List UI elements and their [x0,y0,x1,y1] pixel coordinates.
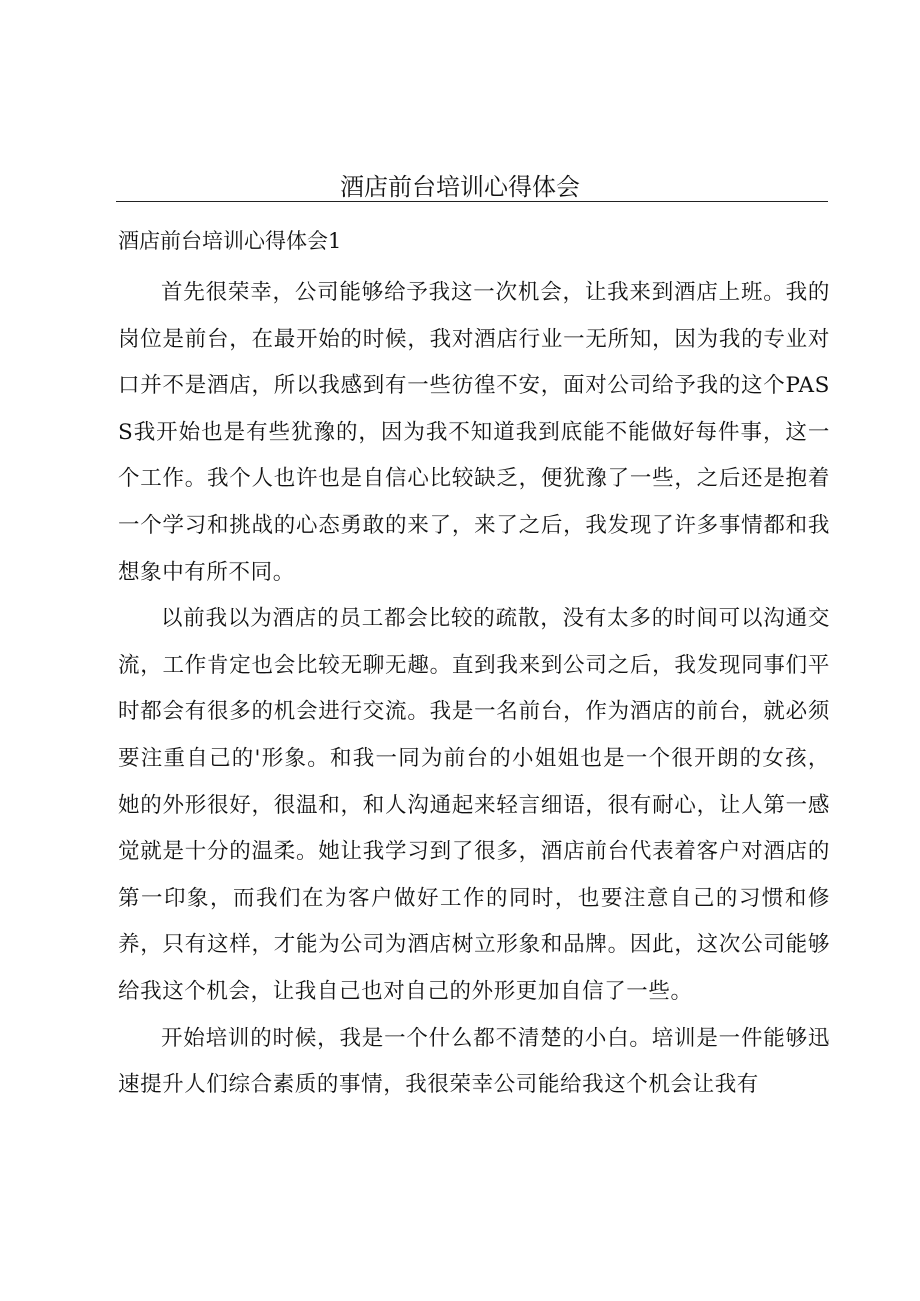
document-title: 酒店前台培训心得体会 [340,173,580,201]
paragraph-2: 以前我以为酒店的员工都会比较的疏散，没有太多的时间可以沟通交流，工作肯定也会比较无聊无趣。直到我来到公司之后，我发现同事们平时都会有很多的机会进行交流。我是一名前台，作为酒店的前台，就必须要注重自己的'形象。和我一同为前台的小姐姐也是一个很开朗的女孩，她的外形很好，很温和，和人沟通起来轻言细语，很有耐心，让人第一感觉就是十分的温柔。她让我学习到了很多，酒店前台代表着客户对酒店的第一印象，而我们在为客户做好工作的同时，也要注意自己的习惯和修养，只有这样，才能为公司为酒店树立形象和品牌。因此，这次公司能够给我这个机会，让我自己也对自己的外形更加自信了一些。 [118,606,830,1004]
paragraph-3: 开始培训的时候，我是一个什么都不清楚的小白。培训是一件能够迅速提升人们综合素质的事情，我很荣幸公司能给我这个机会让我有 [118,1025,830,1098]
body-text [118,270,830,1109]
section-heading: 酒店前台培训心得体会1 [118,229,342,253]
paragraph-1: 首先很荣幸，公司能够给予我这一次机会，让我来到酒店上班。我的岗位是前台，在最开始的时候，我对酒店行业一无所知，因为我的专业对口并不是酒店，所以我感到有一些彷徨不安，面对公司给予我的这个PASS我开始也是有些犹豫的，因为我不知道我到底能不能做好每件事，这一个工作。我个人也许也是自信心比较缺乏，便犹豫了一些，之后还是抱着一个学习和挑战的心态勇敢的来了，来了之后，我发现了许多事情都和我想象中有所不同。 [118,280,830,585]
title-divider [116,201,828,202]
